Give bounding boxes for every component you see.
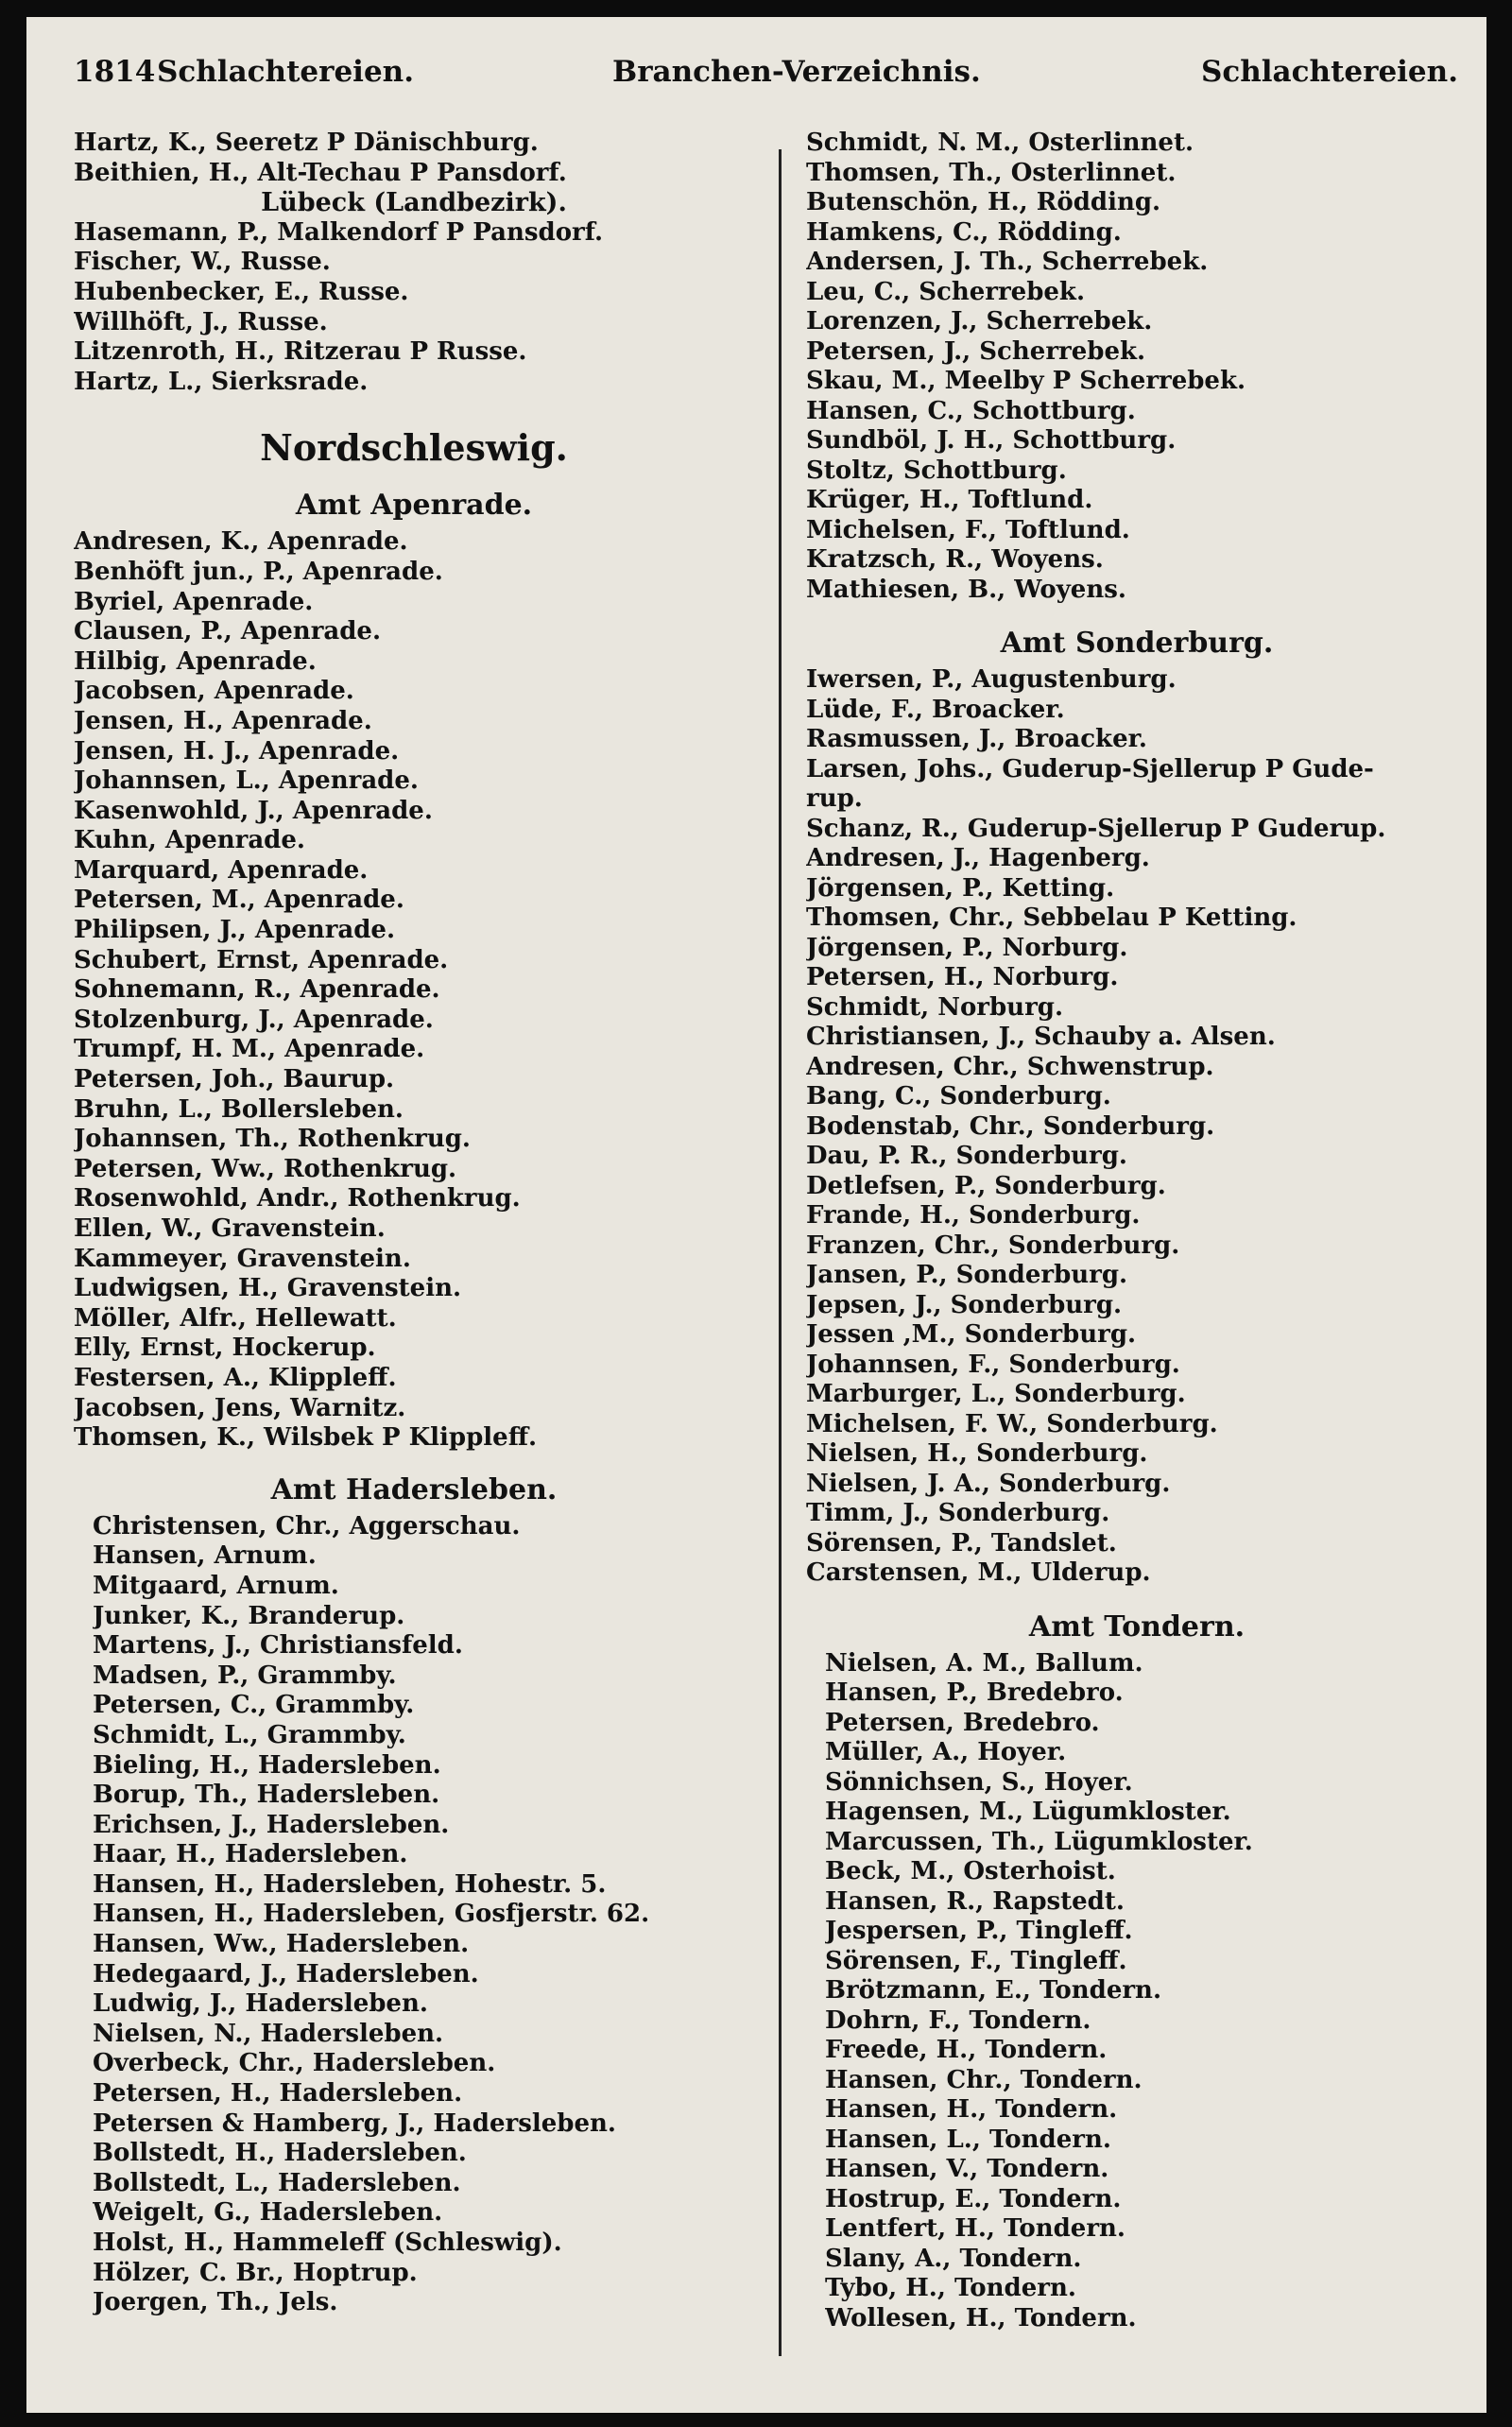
list-item: Jacobsen, Apenrade. (74, 677, 354, 706)
page-header (74, 55, 1458, 112)
list-item: Sohnemann, R., Apenrade. (74, 975, 440, 1005)
list-item: Hansen, V., Tondern. (825, 2155, 1109, 2183)
list-item: Bieling, H., Hadersleben. (93, 1750, 441, 1780)
list-item: Holst, H., Hammeleff (Schleswig). (93, 2229, 562, 2257)
header-center-title: Branchen-Verzeichnis. (612, 55, 981, 89)
list-item: Johannsen, F., Sonderburg. (806, 1350, 1180, 1379)
list-item: Byriel, Apenrade. (74, 587, 314, 616)
list-item: Sundböl, J. H., Schottburg. (806, 426, 1177, 455)
right-top-list (806, 129, 1468, 605)
list-item: Leu, C., Scherrebek. (806, 277, 1086, 306)
header-left-title: Schlachtereien. (157, 55, 415, 89)
list-item: Elly, Ernst, Hockerup. (74, 1334, 376, 1363)
list-item: Petersen, C., Grammby. (93, 1691, 415, 1720)
list-item: Jepsen, J., Sonderburg. (806, 1290, 1123, 1319)
list-item: Iwersen, P., Augustenburg. (806, 665, 1177, 694)
list-item: Marburger, L., Sonderburg. (806, 1380, 1186, 1408)
list-item: Jensen, H. J., Apenrade. (74, 736, 400, 766)
list-item: Kuhn, Apenrade. (74, 826, 305, 855)
list-item: Jacobsen, Jens, Warnitz. (74, 1393, 406, 1422)
list-item: Kasenwohld, J., Apenrade. (74, 796, 433, 825)
list-item: Christiansen, J., Schauby a. Alsen. (806, 1023, 1276, 1051)
list-item: Hamkens, C., Rödding. (806, 217, 1122, 247)
list-item: Hagensen, M., Lügumkloster. (825, 1798, 1231, 1826)
list-item: Andersen, J. Th., Scherrebek. (806, 248, 1209, 276)
list-item: Petersen, H., Norburg. (806, 963, 1119, 991)
list-item: Petersen, J., Scherrebek. (806, 336, 1146, 366)
list-item: Petersen, Bredebro. (825, 1708, 1100, 1737)
tondern-heading: Amt Tondern. (1028, 1609, 1246, 1644)
header-right-title: Schlachtereien. (1200, 55, 1458, 89)
list-item: Petersen, H., Hadersleben. (93, 2079, 463, 2109)
list-item: Ellen, W., Gravenstein. (74, 1214, 386, 1243)
list-item: Madsen, P., Grammby. (93, 1661, 397, 1690)
list-item: Franzen, Chr., Sonderburg. (806, 1231, 1180, 1260)
list-item: Nielsen, N., Hadersleben. (93, 2019, 444, 2048)
list-item: Hansen, R., Rapstedt. (825, 1886, 1125, 1916)
list-item: Hostrup, E., Tondern. (825, 2184, 1122, 2213)
list-item: Michelsen, F., Toftlund. (806, 515, 1130, 544)
region-title: Nordschleswig. (260, 426, 568, 470)
list-item: Lentfert, H., Tondern. (825, 2214, 1125, 2243)
list-item: Johannsen, L., Apenrade. (74, 766, 419, 796)
list-item: Hubenbecker, E., Russe. (74, 277, 409, 306)
list-item: rup. (806, 784, 863, 813)
list-item: Stolzenburg, J., Apenrade. (74, 1005, 434, 1034)
list-item: Brötzmann, E., Tondern. (825, 1976, 1162, 2005)
list-item: Hölzer, C. Br., Hoptrup. (93, 2258, 418, 2287)
list-item: Hansen, H., Hadersleben, Gosfjerstr. 62. (93, 1900, 650, 1929)
list-item: Clausen, P., Apenrade. (74, 617, 382, 646)
page-number: 1814 (74, 55, 156, 89)
list-item: Hasemann, P., Malkendorf P Pansdorf. (74, 217, 604, 247)
list-item: Bodenstab, Chr., Sonderburg. (806, 1111, 1215, 1141)
list-item: Bruhn, L., Bollersleben. (74, 1094, 404, 1124)
list-item: Petersen & Hamberg, J., Hadersleben. (93, 2109, 616, 2138)
list-item: Slany, A., Tondern. (825, 2244, 1082, 2273)
list-item: Festersen, A., Klippleff. (74, 1363, 397, 1392)
list-item: Möller, Alfr., Hellewatt. (74, 1303, 397, 1333)
list-item: Nielsen, H., Sonderburg. (806, 1439, 1148, 1468)
list-item: Hansen, Arnum. (93, 1541, 317, 1571)
list-item: Litzenroth, H., Ritzerau P Russe. (74, 337, 527, 367)
list-item: Detlefsen, P., Sonderburg. (806, 1171, 1166, 1200)
list-item: Ludwigsen, H., Gravenstein. (74, 1274, 462, 1303)
left-top-list (74, 129, 754, 188)
list-item: Andresen, J., Hagenberg. (806, 844, 1150, 872)
luebeck-list (74, 218, 754, 398)
left-column (74, 129, 754, 2318)
list-item: Jessen ,M., Sonderburg. (806, 1320, 1137, 1349)
list-item: Christensen, Chr., Aggerschau. (93, 1511, 521, 1541)
sonderburg-list (806, 665, 1468, 1589)
list-item: Jörgensen, P., Norburg. (806, 933, 1128, 962)
list-item: Sörensen, F., Tingleff. (825, 1946, 1127, 1975)
list-item: Rosenwohld, Andr., Rothenkrug. (74, 1184, 521, 1214)
list-item: Müller, A., Hoyer. (825, 1738, 1067, 1766)
list-item: Borup, Th., Hadersleben. (93, 1781, 440, 1810)
list-item: Haar, H., Hadersleben. (93, 1840, 408, 1869)
list-item: Fischer, W., Russe. (74, 248, 331, 277)
list-item: Nielsen, J. A., Sonderburg. (806, 1469, 1171, 1498)
list-item: Lorenzen, J., Scherrebek. (806, 307, 1153, 336)
list-item: Wollesen, H., Tondern. (825, 2303, 1137, 2332)
list-item: Weigelt, G., Hadersleben. (93, 2198, 443, 2228)
list-item: Carstensen, M., Ulderup. (806, 1558, 1151, 1587)
list-item: Sönnichsen, S., Hoyer. (825, 1767, 1133, 1797)
list-item: Krüger, H., Toftlund. (806, 486, 1093, 514)
list-item: Lüde, F., Broacker. (806, 695, 1065, 724)
list-item: Petersen, Ww., Rothenkrug. (74, 1154, 457, 1183)
list-item: Schmidt, N. M., Osterlinnet. (806, 129, 1194, 157)
list-item: Schmidt, Norburg. (806, 992, 1064, 1022)
list-item: Jespersen, P., Tingleff. (825, 1917, 1133, 1945)
list-item: Thomsen, Chr., Sebbelau P Ketting. (806, 904, 1297, 932)
list-item: Nielsen, A. M., Ballum. (825, 1648, 1143, 1678)
list-item: Schubert, Ernst, Apenrade. (74, 945, 449, 974)
list-item: Jensen, H., Apenrade. (74, 706, 372, 735)
list-item: Joergen, Th., Jels. (93, 2288, 338, 2317)
list-item: Dau, P. R., Sonderburg. (806, 1142, 1127, 1170)
list-item: Schanz, R., Guderup-Sjellerup P Guderup. (806, 814, 1386, 843)
hadersleben-list (74, 1512, 754, 2318)
list-item: Petersen, M., Apenrade. (74, 886, 404, 915)
list-item: Tybo, H., Tondern. (825, 2274, 1076, 2302)
list-item: Dohrn, F., Tondern. (825, 2005, 1091, 2035)
list-item: Jansen, P., Sonderburg. (806, 1261, 1128, 1289)
list-item: Johannsen, Th., Rothenkrug. (74, 1125, 471, 1154)
column-divider (779, 149, 782, 2356)
list-item: Trumpf, H. M., Apenrade. (74, 1035, 425, 1064)
sonderburg-heading: Amt Sonderburg. (1000, 627, 1274, 660)
list-item: Petersen, Joh., Baurup. (74, 1065, 395, 1094)
list-item: Hansen, C., Schottburg. (806, 396, 1136, 425)
list-item: Hansen, L., Tondern. (825, 2125, 1111, 2154)
list-item: Jörgensen, P., Ketting. (806, 873, 1115, 903)
list-item: Kratzsch, R., Woyens. (806, 545, 1104, 574)
apenrade-list (74, 527, 754, 1453)
list-item: Willhöft, J., Russe. (74, 307, 328, 336)
right-column (806, 129, 1468, 2333)
directory-page (26, 17, 1486, 2413)
list-item: Timm, J., Sonderburg. (806, 1499, 1110, 1527)
list-item: Skau, M., Meelby P Scherrebek. (806, 367, 1246, 395)
luebeck-heading: Lübeck (Landbezirk). (261, 188, 567, 218)
list-item: Mitgaard, Arnum. (93, 1571, 339, 1600)
list-item: Bollstedt, H., Hadersleben. (93, 2139, 467, 2168)
list-item: Beithien, H., Alt-Techau P Pansdorf. (74, 158, 567, 187)
list-item: Junker, K., Branderup. (93, 1601, 405, 1630)
list-item: Hartz, K., Seeretz P Dänischburg. (74, 129, 539, 157)
list-item: Andresen, Chr., Schwenstrup. (806, 1052, 1214, 1081)
list-item: Ludwig, J., Hadersleben. (93, 1989, 428, 2019)
list-item: Freede, H., Tondern. (825, 2036, 1108, 2064)
tondern-list (806, 1649, 1468, 2334)
list-item: Erichsen, J., Hadersleben. (93, 1810, 450, 1839)
list-item: Mathiesen, B., Woyens. (806, 575, 1126, 604)
apenrade-heading: Amt Apenrade. (295, 489, 533, 523)
list-item: Bollstedt, L., Hadersleben. (93, 2168, 461, 2197)
list-item: Hansen, H., Tondern. (825, 2095, 1118, 2124)
list-item: Hedegaard, J., Hadersleben. (93, 1959, 479, 1988)
list-item: Larsen, Johs., Guderup-Sjellerup P Gude- (806, 754, 1374, 783)
list-item: Hilbig, Apenrade. (74, 646, 317, 676)
list-item: Rasmussen, J., Broacker. (806, 725, 1147, 753)
list-item: Thomsen, K., Wilsbek P Klippleff. (74, 1423, 538, 1453)
list-item: Michelsen, F. W., Sonderburg. (806, 1409, 1218, 1438)
list-item: Bang, C., Sonderburg. (806, 1082, 1111, 1110)
list-item: Hansen, Ww., Hadersleben. (93, 1930, 470, 1959)
list-item: Overbeck, Chr., Hadersleben. (93, 2049, 496, 2078)
list-item: Hansen, P., Bredebro. (825, 1678, 1124, 1707)
list-item: Marcussen, Th., Lügumkloster. (825, 1827, 1253, 1856)
list-item: Stoltz, Schottburg. (806, 456, 1067, 485)
list-item: Marquard, Apenrade. (74, 855, 369, 885)
list-item: Frande, H., Sonderburg. (806, 1201, 1141, 1230)
list-item: Hansen, Chr., Tondern. (825, 2065, 1143, 2094)
list-item: Philipsen, J., Apenrade. (74, 916, 396, 945)
list-item: Andresen, K., Apenrade. (74, 527, 408, 557)
hadersleben-heading: Amt Hadersleben. (270, 1472, 558, 1506)
list-item: Martens, J., Christiansfeld. (93, 1631, 463, 1661)
list-item: Beck, M., Osterhoist. (825, 1857, 1116, 1885)
list-item: Kammeyer, Gravenstein. (74, 1244, 411, 1273)
list-item: Sörensen, P., Tandslet. (806, 1528, 1117, 1558)
list-item: Butenschön, H., Rödding. (806, 188, 1161, 216)
list-item: Hansen, H., Hadersleben, Hohestr. 5. (93, 1869, 607, 1899)
list-item: Schmidt, L., Grammby. (93, 1720, 406, 1749)
list-item: Thomsen, Th., Osterlinnet. (806, 158, 1177, 187)
list-item: Hartz, L., Sierksrade. (74, 367, 369, 396)
list-item: Benhöft jun., P., Apenrade. (74, 557, 443, 586)
